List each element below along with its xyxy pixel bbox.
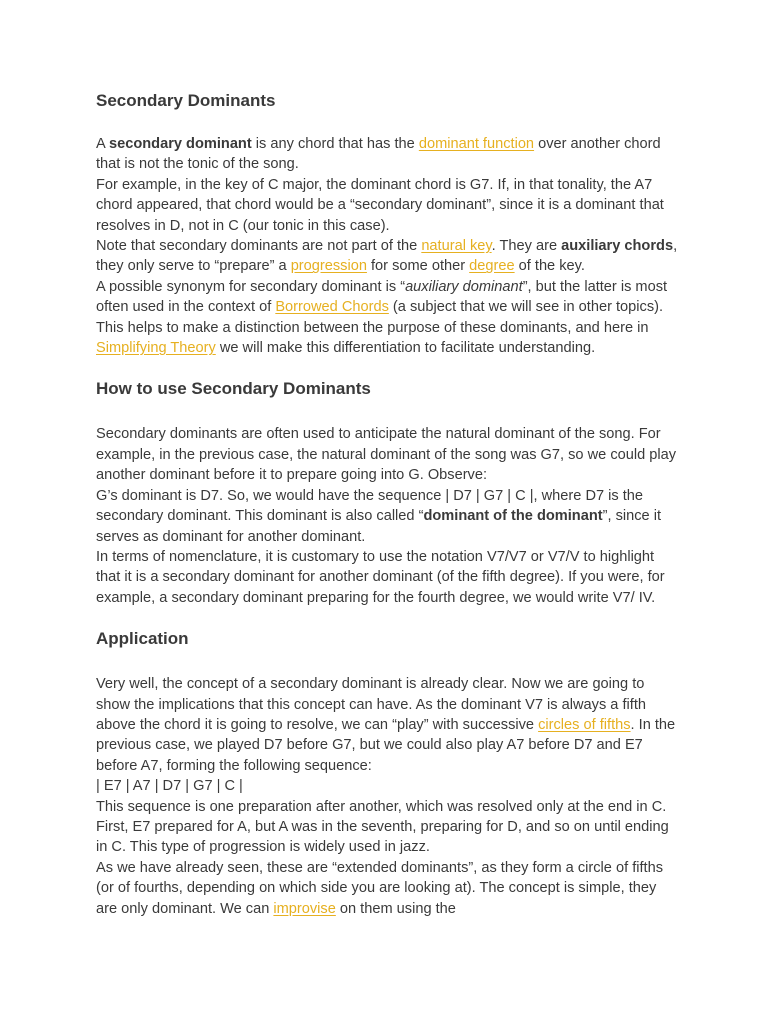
section-title-application: Application xyxy=(96,629,189,649)
text-run: ”, but the latter is most often used in the context of xyxy=(96,278,668,316)
text-run: A xyxy=(96,136,109,152)
text-run: ”, since it serves as dominant for another dominant. xyxy=(96,508,662,545)
text-run: . They are xyxy=(491,238,562,255)
paragraph xyxy=(96,134,678,175)
paragraph: For example, in the key of C major, the dominant chord is G7. If, in that tonality, the A7 chord appeared, that chord would be a “secondary dominant”, since it is a dominant that resolves in D, not in C (our tonic in this case). xyxy=(96,176,664,234)
link-degree[interactable]: degree xyxy=(469,258,515,275)
link-dominant-function[interactable]: dominant function xyxy=(418,136,535,152)
bold-term: auxiliary chords xyxy=(561,238,674,255)
link-natural-key[interactable]: natural key xyxy=(421,238,492,255)
paragraph: In terms of nomenclature, it is customary to use the notation V7/V7 or V7/V to highlight that it is a secondary dominant for another dominant (of the fifth degree). If you were, for example, a secondary dominant preparing for the fourth degree, we would write V7/ IV. xyxy=(96,548,665,606)
text-run: . In the previous case, we played D7 before G7, but we could also play A7 before D7 and E7 before A7, forming the following sequence: xyxy=(96,716,676,774)
text-run: (a subject that we will see in other topics). This helps to make a distinction between the purpose of these dominants, and here in xyxy=(96,299,664,336)
paragraph: This sequence is one preparation after another, which was resolved only at the end in C. First, E7 prepared for A, but A was in the seventh, preparing for D, and so on until ending in C. This type of progression is widely used in jazz. xyxy=(96,798,669,856)
paragraph xyxy=(96,486,678,547)
section-title-secondary-dominants: Secondary Dominants xyxy=(96,91,276,110)
text-run: , they only serve to “prepare” a xyxy=(96,238,678,275)
text-run: over another chord that is not the tonic of the song. xyxy=(96,136,661,173)
paragraph xyxy=(96,674,678,776)
link-simplifying-theory[interactable]: Simplifying Theory xyxy=(96,340,216,357)
text-run: A possible synonym for secondary dominant is “ xyxy=(96,278,406,295)
paragraph xyxy=(96,277,678,359)
bold-term: secondary dominant xyxy=(108,136,252,152)
text-run: we will make this differentiation to facilitate understanding. xyxy=(215,340,596,357)
text-run: G’s dominant is D7. So, we would have the sequence | D7 | G7 | C |, where D7 is the secondary dominant. This dominant is also called “ xyxy=(96,487,644,525)
text-run: of the key. xyxy=(514,258,585,275)
link-improvise[interactable]: improvise xyxy=(273,900,336,917)
text-run: Note that secondary dominants are not part of the xyxy=(96,238,422,255)
paragraph xyxy=(96,236,678,277)
link-borrowed-chords[interactable]: Borrowed Chords xyxy=(275,299,389,316)
paragraph: Secondary dominants are often used to anticipate the natural dominant of the song. For example, in the previous case, the natural dominant of the song was G7, so we could play another dominant before it to prepare going into G. Observe: xyxy=(96,426,677,484)
paragraph xyxy=(96,858,678,919)
text-run: on them using the xyxy=(335,900,456,917)
link-circles-of-fifths[interactable]: circles of fifths xyxy=(538,716,631,733)
text-run: As we have already seen, these are “extended dominants”, as they form a circle of fifths (or of fourths, depending on which side you are looking at). The concept is simple, they are only dominant. We can xyxy=(96,859,664,917)
text-run: is any chord that has the xyxy=(251,136,419,152)
link-progression[interactable]: progression xyxy=(290,258,367,275)
section-title-how-to-use: How to use Secondary Dominants xyxy=(96,379,371,399)
bold-term: dominant of the dominant xyxy=(423,508,603,525)
italic-term: auxiliary dominant xyxy=(405,278,523,295)
text-run: Very well, the concept of a secondary dominant is already clear. Now we are going to show the implications that this concept can have. As the dominant V7 is always a fifth above the chord it is going to resolve, we can “play” with successive xyxy=(96,676,646,733)
chord-sequence: | E7 | A7 | D7 | G7 | C | xyxy=(96,778,243,795)
text-run: for some other xyxy=(366,258,470,275)
